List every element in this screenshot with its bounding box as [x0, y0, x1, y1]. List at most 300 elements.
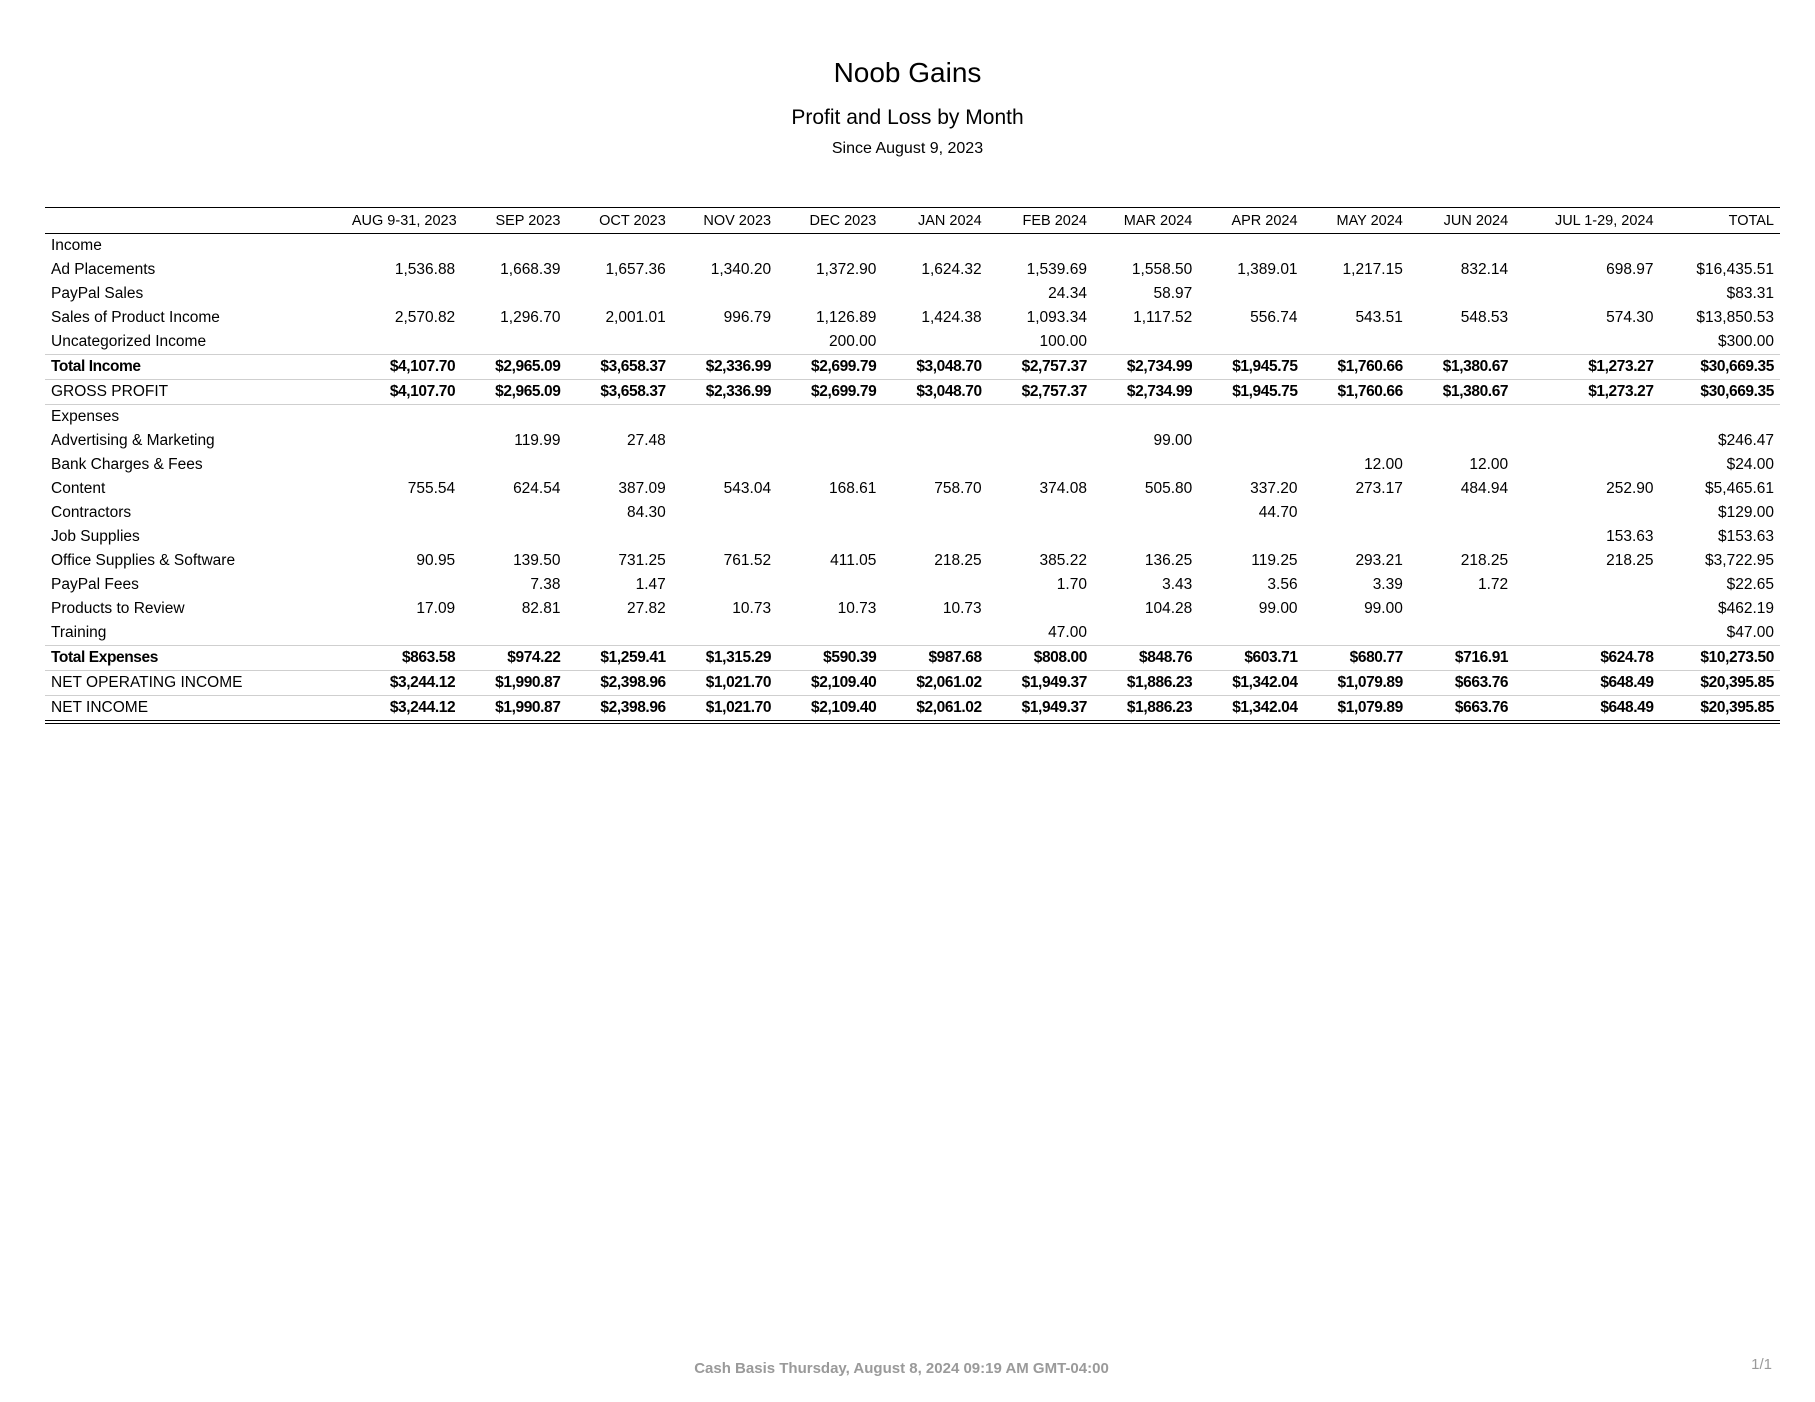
amount-cell — [1514, 282, 1659, 306]
row-label: PayPal Fees — [51, 576, 139, 593]
amount-cell — [461, 405, 566, 430]
amount-cell — [346, 525, 461, 549]
amount-cell — [882, 501, 987, 525]
amount-cell — [882, 429, 987, 453]
amount-cell — [777, 453, 882, 477]
row-label: Contractors — [51, 504, 132, 521]
amount-cell: $974.22 — [461, 646, 566, 671]
amount-cell: $663.76 — [1409, 696, 1514, 723]
amount-cell: 1,296.70 — [500, 309, 561, 326]
amount-cell: $603.71 — [1198, 646, 1303, 671]
table-row — [45, 306, 1780, 330]
amount-cell: 58.97 — [1153, 285, 1193, 302]
amount-cell: 1,668.39 — [500, 261, 561, 278]
amount-cell — [882, 573, 987, 597]
total-row — [45, 355, 1780, 380]
column-header: FEB 2024 — [988, 208, 1093, 234]
amount-cell: 1.47 — [635, 576, 666, 593]
amount-cell: $1,273.27 — [1514, 355, 1659, 380]
amount-cell — [777, 501, 882, 525]
amount-cell: $2,965.09 — [461, 355, 566, 380]
amount-cell: $590.39 — [777, 646, 882, 671]
amount-cell: 139.50 — [513, 552, 561, 569]
amount-cell: 17.09 — [416, 600, 456, 617]
amount-cell: $1,886.23 — [1093, 696, 1198, 723]
amount-cell: 252.90 — [1606, 480, 1654, 497]
amount-cell: 624.54 — [513, 480, 561, 497]
amount-cell — [461, 453, 566, 477]
amount-cell: 1,093.34 — [1026, 309, 1087, 326]
amount-cell: $1,273.27 — [1514, 380, 1659, 405]
table-row — [45, 621, 1780, 646]
row-label: Job Supplies — [51, 528, 140, 545]
table-row — [45, 282, 1780, 306]
row-total-cell: $129.00 — [1717, 504, 1774, 521]
table-row — [45, 597, 1780, 621]
row-total-cell: $3,722.95 — [1705, 552, 1774, 569]
column-header: AUG 9-31, 2023 — [346, 208, 461, 234]
row-total-cell: $13,850.53 — [1696, 309, 1774, 326]
amount-cell: $1,342.04 — [1198, 696, 1303, 723]
amount-cell: 1,217.15 — [1342, 261, 1403, 278]
amount-cell: 27.82 — [626, 600, 666, 617]
row-label: Advertising & Marketing — [51, 432, 215, 449]
amount-cell: 543.51 — [1355, 309, 1403, 326]
amount-cell — [1514, 429, 1659, 453]
amount-cell — [882, 405, 987, 430]
section-row — [45, 234, 1780, 259]
amount-cell — [1409, 621, 1514, 646]
row-total-cell — [1660, 234, 1780, 259]
row-label: NET INCOME — [45, 696, 346, 723]
amount-cell: 10.73 — [942, 600, 982, 617]
amount-cell: 10.73 — [732, 600, 772, 617]
amount-cell: 411.05 — [830, 552, 877, 569]
amount-cell — [1514, 330, 1659, 355]
table-row — [45, 429, 1780, 453]
row-total-cell: $462.19 — [1717, 600, 1774, 617]
amount-cell: $1,949.37 — [988, 671, 1093, 696]
amount-cell: 200.00 — [828, 333, 877, 350]
amount-cell: $1,945.75 — [1198, 380, 1303, 405]
amount-cell: $4,107.70 — [346, 355, 461, 380]
amount-cell: 1,536.88 — [394, 261, 456, 278]
report-title: Profit and Loss by Month — [791, 106, 1024, 129]
amount-cell — [461, 234, 566, 259]
amount-cell — [672, 453, 777, 477]
amount-cell — [1409, 525, 1514, 549]
amount-cell: 10.73 — [837, 600, 877, 617]
row-total-cell: $24.00 — [1726, 456, 1774, 473]
amount-cell: 104.28 — [1144, 600, 1193, 617]
amount-cell — [1304, 429, 1409, 453]
amount-cell: $624.78 — [1514, 646, 1659, 671]
amount-cell: $2,398.96 — [566, 696, 671, 723]
amount-cell — [672, 501, 777, 525]
amount-cell: 1.70 — [1056, 576, 1087, 593]
amount-cell: 27.48 — [626, 432, 666, 449]
amount-cell: 385.22 — [1039, 552, 1087, 569]
column-header: MAY 2024 — [1304, 208, 1409, 234]
amount-cell: 698.97 — [1606, 261, 1654, 278]
amount-cell: $1,945.75 — [1198, 355, 1303, 380]
amount-cell: 1,558.50 — [1131, 261, 1193, 278]
amount-cell — [1304, 501, 1409, 525]
amount-cell: 1,340.20 — [710, 261, 772, 278]
amount-cell: $1,760.66 — [1304, 355, 1409, 380]
amount-cell — [461, 330, 566, 355]
row-total-cell: $300.00 — [1717, 333, 1774, 350]
amount-cell — [988, 525, 1093, 549]
amount-cell: 153.63 — [1606, 528, 1654, 545]
column-header: JUN 2024 — [1409, 208, 1514, 234]
amount-cell: $3,658.37 — [566, 380, 671, 405]
amount-cell — [1198, 234, 1303, 259]
amount-cell: $2,109.40 — [777, 696, 882, 723]
column-header: JUL 1-29, 2024 — [1514, 208, 1659, 234]
amount-cell: $848.76 — [1093, 646, 1198, 671]
table-body — [45, 234, 1780, 723]
page-number: 1/1 — [1751, 1356, 1772, 1373]
amount-cell: 1,657.36 — [605, 261, 666, 278]
amount-cell — [1093, 453, 1198, 477]
amount-cell: $987.68 — [882, 646, 987, 671]
amount-cell — [346, 453, 461, 477]
amount-cell: $1,315.29 — [672, 646, 777, 671]
amount-cell: $2,757.37 — [988, 380, 1093, 405]
row-label: GROSS PROFIT — [45, 380, 346, 405]
amount-cell: 505.80 — [1144, 480, 1193, 497]
amount-cell: 1.72 — [1477, 576, 1509, 593]
column-header: NOV 2023 — [672, 208, 777, 234]
amount-cell — [1409, 429, 1514, 453]
row-total-cell: $16,435.51 — [1696, 261, 1774, 278]
amount-cell: 574.30 — [1606, 309, 1654, 326]
amount-cell — [1409, 234, 1514, 259]
summary-row — [45, 696, 1780, 723]
amount-cell: 293.21 — [1355, 552, 1403, 569]
amount-cell — [1514, 234, 1659, 259]
amount-cell — [1514, 573, 1659, 597]
row-label: Expenses — [51, 408, 120, 425]
company-name: Noob Gains — [833, 57, 982, 88]
amount-cell: 374.08 — [1039, 480, 1087, 497]
amount-cell: 99.00 — [1364, 600, 1403, 617]
amount-cell — [1198, 621, 1303, 646]
amount-cell — [346, 405, 461, 430]
amount-cell — [1514, 453, 1659, 477]
row-total-cell: $5,465.61 — [1705, 480, 1774, 497]
amount-cell: 484.94 — [1460, 480, 1509, 497]
amount-cell: $648.49 — [1514, 671, 1659, 696]
amount-cell — [777, 621, 882, 646]
amount-cell — [777, 573, 882, 597]
amount-cell: 2,001.01 — [605, 309, 666, 326]
amount-cell: $2,398.96 — [566, 671, 671, 696]
amount-cell — [461, 525, 566, 549]
footer-basis: Cash Basis Thursday, August 8, 2024 09:19 AM GMT-04:00 — [694, 1360, 1109, 1377]
amount-cell: 12.00 — [1364, 456, 1403, 473]
amount-cell: 119.25 — [1251, 552, 1298, 569]
amount-cell: 168.61 — [828, 480, 877, 497]
amount-cell — [1409, 330, 1514, 355]
amount-cell — [672, 330, 777, 355]
amount-cell: $863.58 — [346, 646, 461, 671]
amount-cell: 755.54 — [407, 480, 456, 497]
amount-cell — [882, 621, 987, 646]
amount-cell — [672, 525, 777, 549]
amount-cell: 273.17 — [1355, 480, 1403, 497]
table-row — [45, 453, 1780, 477]
amount-cell: $1,079.89 — [1304, 696, 1409, 723]
amount-cell — [988, 597, 1093, 621]
row-total-cell: $10,273.50 — [1660, 646, 1780, 671]
amount-cell — [566, 234, 671, 259]
amount-cell: 82.81 — [521, 600, 561, 617]
amount-cell — [461, 282, 566, 306]
amount-cell — [1198, 525, 1303, 549]
amount-cell: 84.30 — [626, 504, 666, 521]
row-total-cell: $20,395.85 — [1660, 671, 1780, 696]
amount-cell — [777, 525, 882, 549]
amount-cell: 1,389.01 — [1237, 261, 1298, 278]
amount-cell — [1093, 501, 1198, 525]
row-label: Total Income — [45, 355, 346, 380]
amount-cell — [1514, 501, 1659, 525]
table-row — [45, 525, 1780, 549]
amount-cell: 548.53 — [1460, 309, 1509, 326]
amount-cell — [566, 282, 671, 306]
amount-cell — [882, 330, 987, 355]
table-row — [45, 573, 1780, 597]
amount-cell — [346, 621, 461, 646]
row-total-cell: $22.65 — [1726, 576, 1774, 593]
amount-cell: 218.25 — [1606, 552, 1654, 569]
amount-cell — [1514, 405, 1659, 430]
column-header: DEC 2023 — [777, 208, 882, 234]
amount-cell — [1198, 429, 1303, 453]
amount-cell: 1,624.32 — [921, 261, 982, 278]
column-header: JAN 2024 — [882, 208, 987, 234]
amount-cell: $1,021.70 — [672, 671, 777, 696]
amount-cell: $680.77 — [1304, 646, 1409, 671]
amount-cell — [461, 621, 566, 646]
amount-cell: $1,760.66 — [1304, 380, 1409, 405]
row-total-cell: $47.00 — [1726, 624, 1774, 641]
amount-cell: 90.95 — [416, 552, 456, 569]
row-label: Content — [51, 480, 106, 497]
amount-cell — [346, 234, 461, 259]
amount-cell: 3.43 — [1162, 576, 1193, 593]
amount-cell: 12.00 — [1469, 456, 1509, 473]
amount-cell: $1,259.41 — [566, 646, 671, 671]
amount-cell — [988, 501, 1093, 525]
row-total-cell: $20,395.85 — [1660, 696, 1780, 723]
row-label: Sales of Product Income — [51, 309, 220, 326]
amount-cell — [672, 234, 777, 259]
amount-cell — [1198, 405, 1303, 430]
row-label: PayPal Sales — [51, 285, 144, 302]
amount-cell — [1409, 597, 1514, 621]
amount-cell: $663.76 — [1409, 671, 1514, 696]
amount-cell: 543.04 — [723, 480, 772, 497]
amount-cell: $2,757.37 — [988, 355, 1093, 380]
amount-cell — [1409, 501, 1514, 525]
row-total-cell: $83.31 — [1726, 285, 1774, 302]
column-header: APR 2024 — [1198, 208, 1303, 234]
amount-cell: $3,244.12 — [346, 696, 461, 723]
amount-cell: 44.70 — [1258, 504, 1298, 521]
amount-cell: $2,109.40 — [777, 671, 882, 696]
amount-cell — [1093, 234, 1198, 259]
amount-cell — [672, 282, 777, 306]
amount-cell: 119.99 — [514, 432, 561, 449]
column-header-row — [45, 208, 1780, 234]
amount-cell: 3.39 — [1372, 576, 1403, 593]
amount-cell: $2,061.02 — [882, 671, 987, 696]
amount-cell — [1304, 405, 1409, 430]
row-label: Income — [51, 237, 102, 254]
amount-cell — [777, 429, 882, 453]
amount-cell — [346, 573, 461, 597]
amount-cell: 100.00 — [1039, 333, 1087, 350]
amount-cell: 761.52 — [723, 552, 772, 569]
amount-cell: 1,126.89 — [816, 309, 877, 326]
amount-cell: $808.00 — [988, 646, 1093, 671]
amount-cell — [1304, 621, 1409, 646]
amount-cell: $1,990.87 — [461, 671, 566, 696]
amount-cell — [988, 429, 1093, 453]
amount-cell — [1198, 453, 1303, 477]
amount-cell: $716.91 — [1409, 646, 1514, 671]
amount-cell — [1093, 621, 1198, 646]
amount-cell: 758.70 — [934, 480, 982, 497]
amount-cell: 1,424.38 — [921, 309, 982, 326]
amount-cell: 996.79 — [723, 309, 772, 326]
amount-cell: 1,372.90 — [816, 261, 877, 278]
report-period: Since August 9, 2023 — [831, 140, 984, 157]
amount-cell: $1,342.04 — [1198, 671, 1303, 696]
row-label: Office Supplies & Software — [51, 552, 236, 569]
amount-cell: 218.25 — [1460, 552, 1509, 569]
amount-cell — [346, 282, 461, 306]
amount-cell — [1409, 405, 1514, 430]
amount-cell — [566, 330, 671, 355]
amount-cell — [566, 621, 671, 646]
table-row — [45, 477, 1780, 501]
section-row — [45, 405, 1780, 430]
total-row — [45, 646, 1780, 671]
amount-cell — [988, 234, 1093, 259]
amount-cell: 556.74 — [1250, 309, 1298, 326]
amount-cell — [777, 405, 882, 430]
amount-cell — [672, 405, 777, 430]
amount-cell — [672, 429, 777, 453]
amount-cell — [777, 282, 882, 306]
amount-cell: $3,244.12 — [346, 671, 461, 696]
amount-cell — [1304, 234, 1409, 259]
amount-cell — [1304, 330, 1409, 355]
row-label: Training — [51, 624, 107, 641]
amount-cell — [1198, 330, 1303, 355]
row-label: Uncategorized Income — [51, 333, 207, 350]
amount-cell — [672, 621, 777, 646]
table-row — [45, 501, 1780, 525]
amount-cell: $2,699.79 — [777, 380, 882, 405]
table-row — [45, 258, 1780, 282]
amount-cell — [1514, 621, 1659, 646]
row-label: Bank Charges & Fees — [51, 456, 203, 473]
column-header: SEP 2023 — [461, 208, 566, 234]
column-header: TOTAL — [1660, 208, 1780, 234]
amount-cell: $3,048.70 — [882, 355, 987, 380]
amount-cell — [461, 501, 566, 525]
amount-cell: $2,336.99 — [672, 355, 777, 380]
amount-cell: $1,380.67 — [1409, 380, 1514, 405]
amount-cell — [346, 330, 461, 355]
amount-cell: $1,990.87 — [461, 696, 566, 723]
amount-cell: $2,734.99 — [1093, 380, 1198, 405]
amount-cell — [566, 453, 671, 477]
amount-cell — [672, 573, 777, 597]
amount-cell: $2,965.09 — [461, 380, 566, 405]
amount-cell — [1304, 525, 1409, 549]
amount-cell: 218.25 — [934, 552, 982, 569]
row-total-cell: $30,669.35 — [1660, 380, 1780, 405]
amount-cell — [988, 453, 1093, 477]
amount-cell — [1198, 282, 1303, 306]
amount-cell: $1,380.67 — [1409, 355, 1514, 380]
amount-cell: $3,048.70 — [882, 380, 987, 405]
row-label: Total Expenses — [45, 646, 346, 671]
amount-cell: 387.09 — [618, 480, 666, 497]
amount-cell — [346, 501, 461, 525]
table-row — [45, 330, 1780, 355]
amount-cell: 1,539.69 — [1026, 261, 1087, 278]
amount-cell: $2,699.79 — [777, 355, 882, 380]
amount-cell — [882, 453, 987, 477]
amount-cell: $2,061.02 — [882, 696, 987, 723]
amount-cell — [988, 405, 1093, 430]
amount-cell: $1,949.37 — [988, 696, 1093, 723]
amount-cell — [566, 525, 671, 549]
profit-loss-table — [45, 207, 1780, 724]
amount-cell: $2,734.99 — [1093, 355, 1198, 380]
amount-cell: $1,886.23 — [1093, 671, 1198, 696]
amount-cell — [566, 405, 671, 430]
amount-cell: 47.00 — [1048, 624, 1087, 641]
row-total-cell: $30,669.35 — [1660, 355, 1780, 380]
amount-cell: 136.25 — [1144, 552, 1193, 569]
amount-cell — [1304, 282, 1409, 306]
column-header-label — [45, 208, 346, 234]
amount-cell: 2,570.82 — [394, 309, 456, 326]
amount-cell: 7.38 — [530, 576, 561, 593]
row-total-cell: $246.47 — [1717, 432, 1774, 449]
amount-cell: $4,107.70 — [346, 380, 461, 405]
amount-cell: 99.00 — [1258, 600, 1298, 617]
amount-cell: 832.14 — [1460, 261, 1509, 278]
amount-cell — [1409, 282, 1514, 306]
amount-cell: 1,117.52 — [1133, 309, 1193, 326]
summary-row — [45, 380, 1780, 405]
amount-cell — [882, 234, 987, 259]
column-header: MAR 2024 — [1093, 208, 1198, 234]
row-label: NET OPERATING INCOME — [45, 671, 346, 696]
amount-cell: $2,336.99 — [672, 380, 777, 405]
table-row — [45, 549, 1780, 573]
row-total-cell — [1660, 405, 1780, 430]
